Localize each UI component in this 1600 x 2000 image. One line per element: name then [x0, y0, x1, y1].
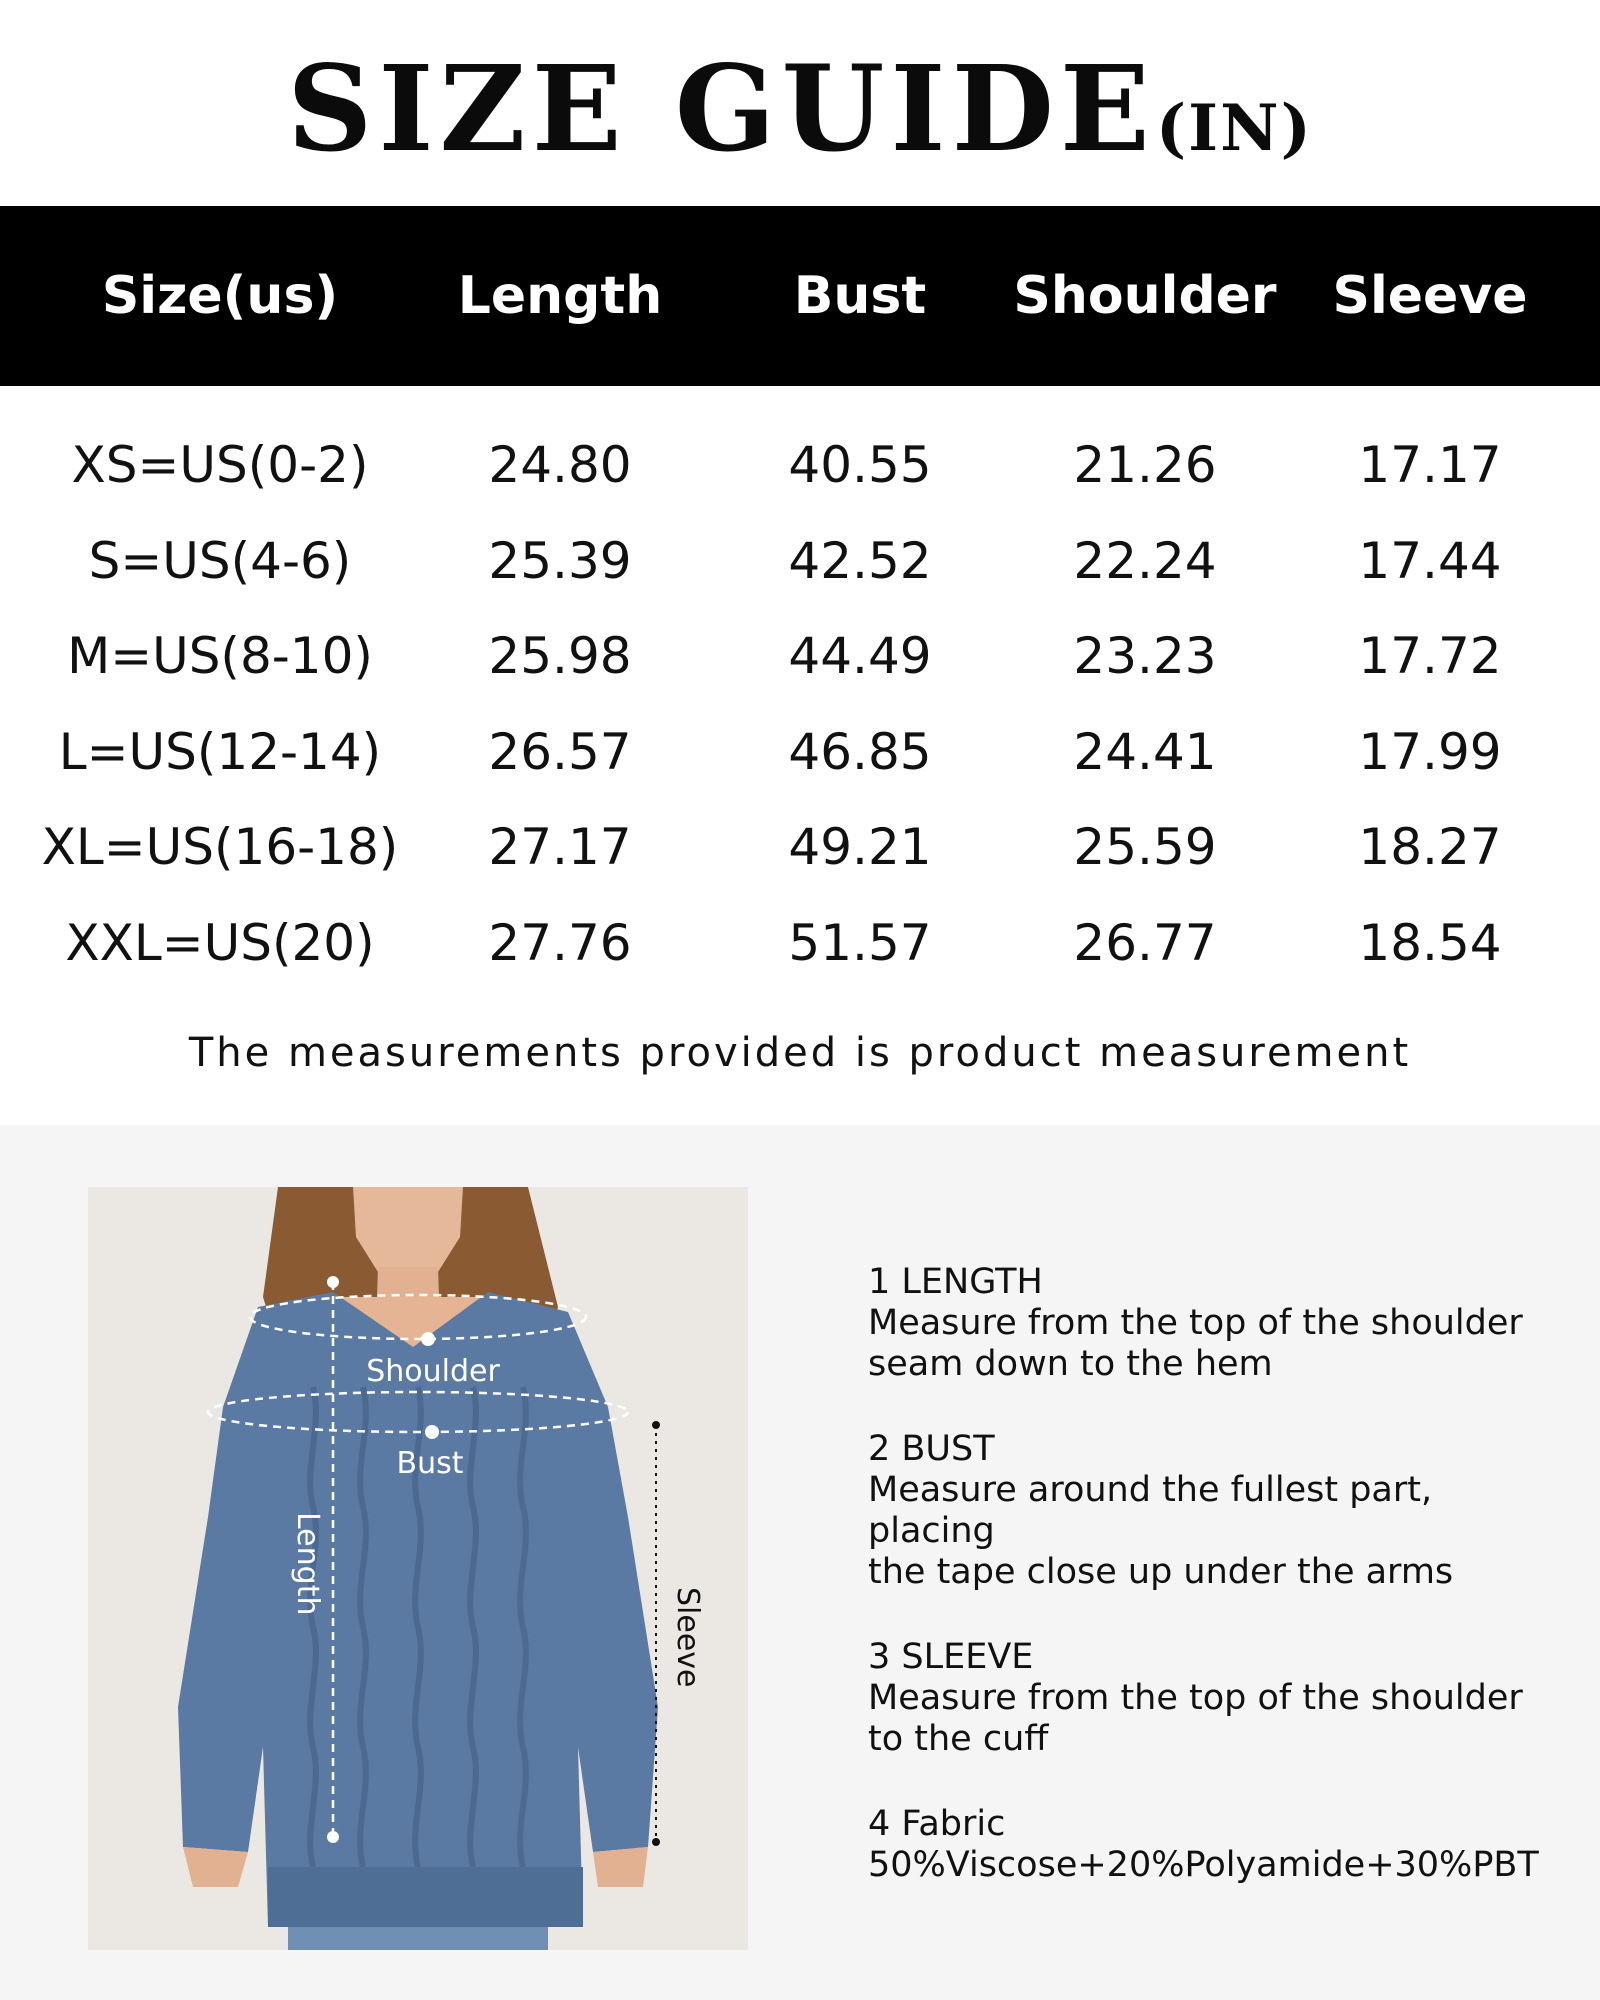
spec-line: Measure from the top of the shoulder	[868, 1678, 1523, 1718]
cell-sleeve: 17.17	[1358, 436, 1502, 494]
spec-heading: 2 BUST	[868, 1429, 995, 1469]
cell-shoulder: 25.59	[1073, 818, 1217, 876]
cell-sleeve: 18.54	[1358, 913, 1502, 972]
bust-label: Bust	[396, 1446, 464, 1481]
sleeve-top-dot	[652, 1421, 660, 1429]
spec-line: to the cuff	[868, 1719, 1049, 1759]
header-bust: Bust	[793, 266, 927, 326]
table-row	[0, 717, 1600, 813]
spec-heading: 3 SLEEVE	[868, 1637, 1034, 1677]
jeans-shape	[288, 1927, 548, 1950]
spec-bust	[868, 1429, 1568, 1593]
cell-length: 27.76	[488, 913, 632, 972]
cell-length: 27.17	[488, 818, 632, 876]
spec-line: Measure around the fullest part, placing	[868, 1470, 1433, 1551]
table-row	[0, 621, 1600, 717]
header-shoulder: Shoulder	[1013, 266, 1277, 326]
bust-dot	[425, 1425, 439, 1439]
page-title	[0, 39, 1600, 178]
table-header	[0, 206, 1600, 386]
shoulder-label: Shoulder	[366, 1354, 500, 1389]
spec-length	[868, 1262, 1568, 1385]
cell-length: 25.98	[488, 627, 632, 685]
length-bottom-dot	[327, 1831, 339, 1843]
cell-size: XL=US(16-18)	[41, 818, 399, 876]
measurement-note: The measurements provided is product measurement	[188, 1030, 1412, 1076]
cell-size: S=US(4-6)	[88, 531, 352, 590]
shoulder-dot	[421, 1332, 435, 1346]
length-label: Length	[290, 1512, 325, 1616]
measurement-instructions	[868, 1262, 1568, 1930]
cell-size: XS=US(0-2)	[71, 436, 369, 494]
cell-size: L=US(12-14)	[58, 722, 382, 781]
spec-line: Measure from the top of the shoulder	[868, 1303, 1523, 1343]
spec-heading: 1 LENGTH	[868, 1262, 1043, 1302]
cell-bust: 44.49	[788, 627, 932, 685]
title-main: SIZE GUIDE	[287, 39, 1156, 178]
length-top-dot	[327, 1276, 339, 1288]
sleeve-label: Sleeve	[670, 1587, 705, 1688]
cell-shoulder: 24.41	[1073, 722, 1217, 781]
cell-bust: 49.21	[788, 818, 932, 876]
spec-line: seam down to the hem	[868, 1344, 1273, 1384]
spec-line: the tape close up under the arms	[868, 1552, 1454, 1592]
size-table-body	[0, 430, 1600, 1003]
table-row	[0, 526, 1600, 622]
left-hand	[183, 1847, 248, 1887]
cell-sleeve: 18.27	[1358, 818, 1502, 876]
cell-sleeve: 17.72	[1358, 627, 1502, 685]
cell-bust: 46.85	[788, 722, 932, 781]
cell-size: XXL=US(20)	[65, 913, 375, 972]
table-row	[0, 812, 1600, 908]
cell-length: 26.57	[488, 722, 632, 781]
header-size: Size(us)	[101, 266, 339, 326]
table-row	[0, 430, 1600, 526]
cell-bust: 42.52	[788, 531, 932, 590]
spec-line: 50%Viscose+20%Polyamide+30%PBT	[868, 1845, 1539, 1885]
sweater-hem	[268, 1867, 583, 1927]
cell-bust: 51.57	[788, 913, 932, 972]
sleeve-bottom-dot	[652, 1838, 660, 1846]
cell-size: M=US(8-10)	[67, 627, 373, 685]
right-hand	[593, 1847, 648, 1887]
cell-length: 24.80	[488, 436, 632, 494]
cell-shoulder: 23.23	[1073, 627, 1217, 685]
cell-sleeve: 17.44	[1358, 531, 1502, 590]
model-photo	[88, 1187, 748, 1950]
cell-shoulder: 21.26	[1073, 436, 1217, 494]
spec-heading: 4 Fabric	[868, 1804, 1006, 1844]
table-row	[0, 908, 1600, 1004]
title-unit: (IN)	[1155, 91, 1313, 166]
cell-bust: 40.55	[788, 436, 932, 494]
header-sleeve: Sleeve	[1332, 266, 1528, 326]
cell-shoulder: 22.24	[1073, 531, 1217, 590]
cell-length: 25.39	[488, 531, 632, 590]
cell-shoulder: 26.77	[1073, 913, 1217, 972]
spec-sleeve	[868, 1637, 1568, 1760]
spec-fabric	[868, 1804, 1568, 1886]
sweater-diagram	[88, 1187, 748, 1950]
header-length: Length	[457, 266, 663, 326]
cell-sleeve: 17.99	[1358, 722, 1502, 781]
